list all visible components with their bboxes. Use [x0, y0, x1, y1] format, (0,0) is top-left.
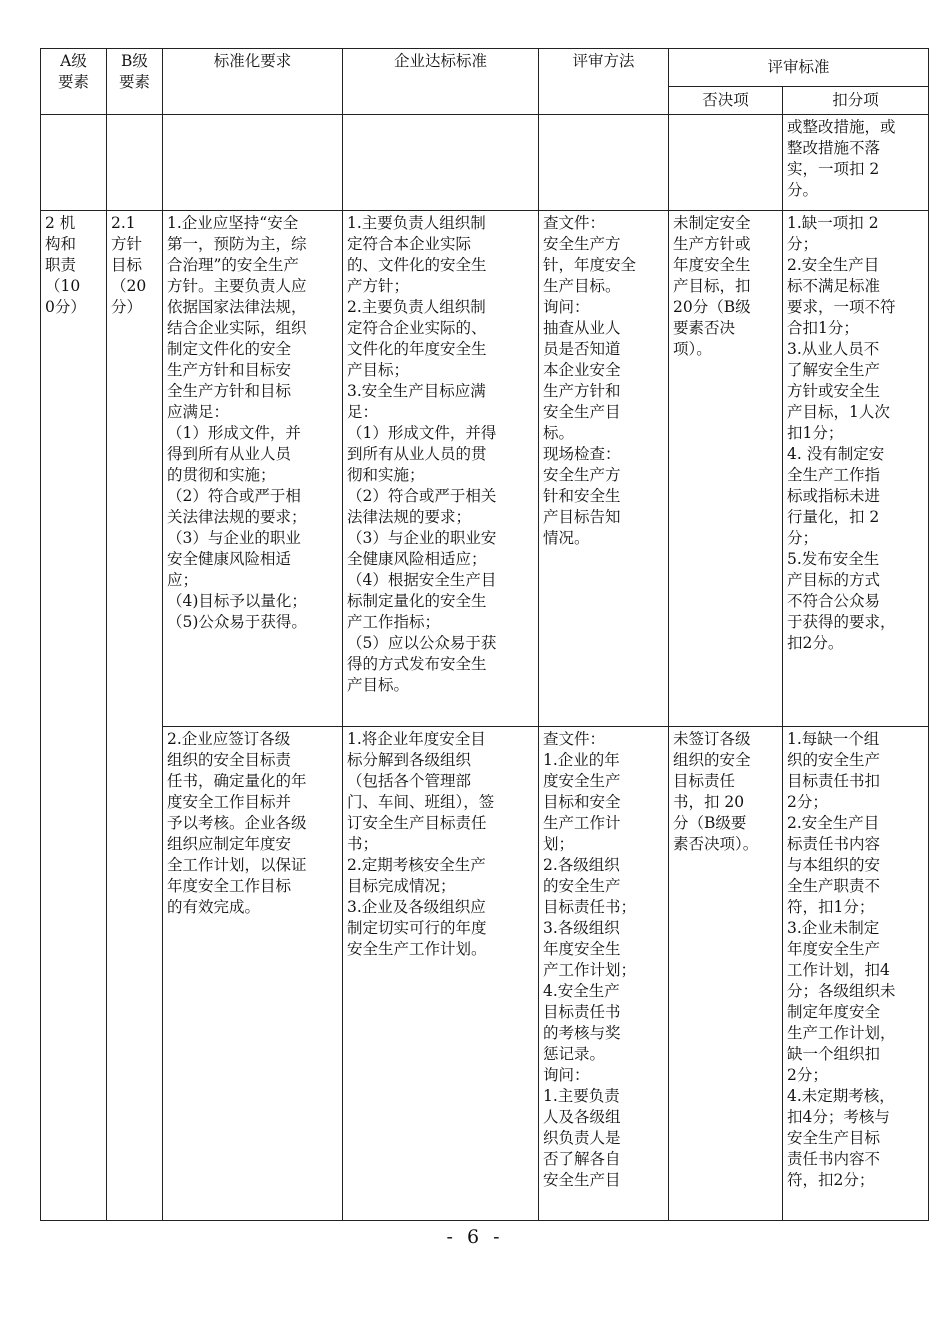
- enterprise-standard-cell: 1.主要负责人组织制 定符合本企业实际 的、文件化的安全生 产方针； 2.主要负责人组织制 定符合企业实际的、 文件化的年度安全生 产目标； 3.安全生产目标应满 足： （1）形成文件，并得 到所有从业人员的贯 彻和实施； （2）符合或严于相关 法律法规的要求； （3）与企业的职业安 全健康风险相适应； （4）根据安全生产目 标制定量化的安全生 产工作指标； （5）应以公众易于获 得的方式发布安全生 产目标。: [343, 211, 539, 727]
- requirement-cell: 1.企业应坚持“安全 第一，预防为主，综 合治理”的安全生产 方针。主要负责人应 依据国家法律法规， 结合企业实际，组织 制定文件化的安全 生产方针和目标安 全生产方针和目标 应满足： （1）形成文件，并 得到所有从业人员 的贯彻和实施； （2）符合或严于相 关法律法规的要求； （3）与企业的职业 安全健康风险相适 应； （4)目标予以量化； （5)公众易于获得。: [163, 211, 343, 727]
- carryover-b: [107, 115, 163, 211]
- carryover-deduction: 或整改措施，或 整改措施不落 实，一项扣 2 分。: [783, 115, 929, 211]
- requirement-cell: 2.企业应签订各级 组织的安全目标责 任书，确定量化的年 度安全工作目标并 予以考核。企业各级 组织应制定年度安 全工作计划，以保证 年度安全工作目标 的有效完成。: [163, 727, 343, 1221]
- review-method-cell: 查文件： 安全生产方 针，年度安全 生产目标。 询问： 抽查从业人 员是否知道 本企业安全 生产方针和 安全生产目 标。 现场检查： 安全生产方 针和安全生 产目标告知 情况。: [539, 211, 669, 727]
- carryover-a: [41, 115, 107, 211]
- table-row: [41, 211, 929, 727]
- a-element-cell: 2 机 构和 职责 （10 0分）: [41, 211, 107, 1221]
- header-veto: 否决项: [669, 87, 783, 115]
- standards-table: [40, 48, 929, 1221]
- carryover-veto: [669, 115, 783, 211]
- carryover-row: [41, 115, 929, 211]
- review-method-cell: 查文件： 1.企业的年 度安全生产 目标和安全 生产工作计 划； 2.各级组织 的安全生产 目标责任书； 3.各级组织 年度安全生 产工作计划； 4.安全生产 目标责任书 的考核与奖 惩记录。 询问： 1.主要负责 人及各级组 织负责人是 否了解各自 安全生产目: [539, 727, 669, 1221]
- veto-cell: 未制定安全 生产方针或 年度安全生 产目标，扣 20分（B级 要素否决 项）。: [669, 211, 783, 727]
- carryover-method: [539, 115, 669, 211]
- deduction-cell: 1.每缺一个组 织的安全生产 目标责任书扣 2分； 2.安全生产目 标责任书内容 与本组织的安 全生产职责不 符，扣1分； 3.企业未制定 年度安全生产 工作计划，扣4 分；各级组织未 制定年度安全 生产工作计划， 缺一个组织扣 2分； 4.未定期考核， 扣4分；考核与 安全生产目标 责任书内容不 符，扣2分；: [783, 727, 929, 1221]
- header-review-method: 评审方法: [539, 49, 669, 115]
- header-row: [41, 49, 929, 87]
- header-a-level: A级 要素: [41, 49, 107, 115]
- deduction-cell: 1.缺一项扣 2 分； 2.安全生产目 标不满足标准 要求，一项不符 合扣1分； 3.从业人员不 了解安全生产 方针或安全生 产目标，1人次 扣1分； 4. 没有制定安 全生产工作指 标或指标未进 行量化，扣 2 分； 5.发布安全生 产目标的方式 不符合公众易 于获得的要求， 扣2分。: [783, 211, 929, 727]
- page-number: - 6 -: [446, 1226, 504, 1248]
- header-requirement: 标准化要求: [163, 49, 343, 115]
- table-row: [41, 727, 929, 1221]
- veto-cell: 未签订各级 组织的安全 目标责任 书，扣 20 分（B级要 素否决项）。: [669, 727, 783, 1221]
- carryover-requirement: [163, 115, 343, 211]
- header-enterprise-standard: 企业达标标准: [343, 49, 539, 115]
- header-review-standard: 评审标准: [669, 49, 929, 87]
- enterprise-standard-cell: 1.将企业年度安全目 标分解到各级组织 （包括各个管理部 门、车间、班组），签 订安全生产目标责任 书； 2.定期考核安全生产 目标完成情况； 3.企业及各级组织应 制定切实可行的年度 安全生产工作计划。: [343, 727, 539, 1221]
- header-deduction: 扣分项: [783, 87, 929, 115]
- carryover-standard: [343, 115, 539, 211]
- b-element-cell: 2.1 方针 目标 （20 分）: [107, 211, 163, 1221]
- header-b-level: B级 要素: [107, 49, 163, 115]
